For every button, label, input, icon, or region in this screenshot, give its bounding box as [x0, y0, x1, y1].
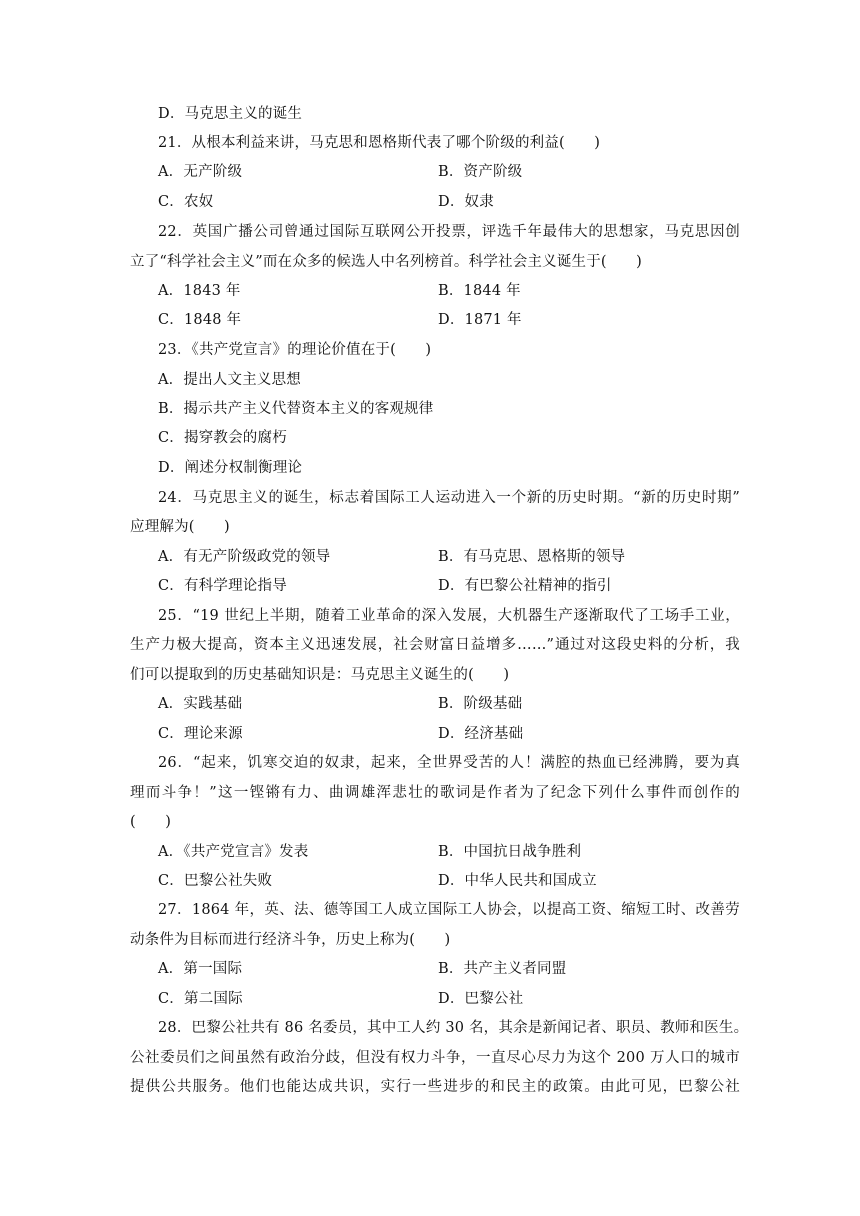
q26-stem-line-3: ( ) — [130, 814, 172, 830]
q27-option-a: A．第一国际 — [158, 961, 243, 977]
q24-option-a: A．有无产阶级政党的领导 — [158, 549, 331, 565]
q24-option-c: C．有科学理论指导 — [158, 578, 287, 594]
q26-option-d: D．中华人民共和国成立 — [438, 873, 597, 889]
q23-option-c: C．揭穿教会的腐朽 — [158, 430, 287, 446]
q22-option-b: B．1844 年 — [438, 283, 521, 299]
q26-option-b: B．中国抗日战争胜利 — [438, 844, 582, 860]
q21-option-b: B．资产阶级 — [438, 164, 523, 180]
q25-stem-line-2: 生产力极大提高，资本主义迅速发展，社会财富日益增多……”通过对这段史料的分析，我 — [130, 637, 740, 653]
q23-option-b: B．揭示共产主义代替资本主义的客观规律 — [158, 401, 434, 417]
q26-option-a: A．《共产党宣言》发表 — [158, 844, 309, 860]
q21-option-c: C．农奴 — [158, 194, 214, 210]
q24-option-b: B．有马克思、恩格斯的领导 — [438, 549, 626, 565]
q27-stem-line-1: 27．1864 年，英、法、德等国工人成立国际工人协会，以提高工资、缩短工时、改善劳 — [158, 902, 740, 918]
q26-option-c: C．巴黎公社失败 — [158, 873, 273, 889]
q22-stem-line-2: 立了“科学社会主义”而在众多的候选人中名列榜首。科学社会主义诞生于( ) — [130, 254, 643, 270]
q25-option-d: D．经济基础 — [438, 726, 524, 742]
q24-stem-line-1: 24．马克思主义的诞生，标志着国际工人运动进入一个新的历史时期。“新的历史时期” — [158, 490, 740, 506]
q27-option-d: D．巴黎公社 — [438, 991, 524, 1007]
q21-stem: 21．从根本利益来讲，马克思和恩格斯代表了哪个阶级的利益( ) — [158, 135, 601, 151]
q25-option-c: C．理论来源 — [158, 726, 243, 742]
q28-stem-line-1: 28．巴黎公社共有 86 名委员，其中工人约 30 名，其余是新闻记者、职员、教师和医生。 — [158, 1020, 749, 1036]
q26-stem-line-1: 26．“起来，饥寒交迫的奴隶，起来，全世界受苦的人！满腔的热血已经沸腾，要为真 — [158, 755, 740, 771]
q20-option-d: D．马克思主义的诞生 — [158, 106, 303, 122]
q28-stem-line-2: 公社委员们之间虽然有政治分歧，但没有权力斗争，一直尽心尽力为这个 200 万人口的城市 — [130, 1050, 740, 1066]
q22-stem-line-1: 22．英国广播公司曾通过国际互联网公开投票，评选千年最伟大的思想家，马克思因创 — [158, 224, 740, 240]
q22-option-a: A．1843 年 — [158, 283, 241, 299]
q21-option-a: A．无产阶级 — [158, 164, 243, 180]
q23-stem: 23．《共产党宣言》的理论价值在于( ) — [158, 342, 432, 358]
q21-option-d: D．奴隶 — [438, 194, 494, 210]
q23-option-d: D．阐述分权制衡理论 — [158, 460, 303, 476]
q28-stem-line-3: 提供公共服务。他们也能达成共识，实行一些进步的和民主的政策。由此可见，巴黎公社 — [130, 1079, 740, 1095]
q26-stem-line-2: 理而斗争！”这一铿锵有力、曲调雄浑悲壮的歌词是作者为了纪念下列什么事件而创作的 — [130, 785, 740, 801]
q22-option-d: D．1871 年 — [438, 312, 522, 328]
q27-option-b: B．共产主义者同盟 — [438, 961, 567, 977]
q25-stem-line-1: 25．“19 世纪上半期，随着工业革命的深入发展，大机器生产逐渐取代了工场手工业， — [158, 608, 740, 624]
q27-option-c: C．第二国际 — [158, 991, 243, 1007]
q25-option-b: B．阶级基础 — [438, 696, 523, 712]
q22-option-c: C．1848 年 — [158, 312, 242, 328]
q24-option-d: D．有巴黎公社精神的指引 — [438, 578, 612, 594]
q25-stem-line-3: 们可以提取到的历史基础知识是：马克思主义诞生的( ) — [130, 667, 510, 683]
q23-option-a: A．提出人文主义思想 — [158, 372, 301, 388]
q27-stem-line-2: 动条件为目标而进行经济斗争，历史上称为( ) — [130, 932, 451, 948]
q25-option-a: A．实践基础 — [158, 696, 243, 712]
q24-stem-line-2: 应理解为( ) — [130, 519, 230, 535]
